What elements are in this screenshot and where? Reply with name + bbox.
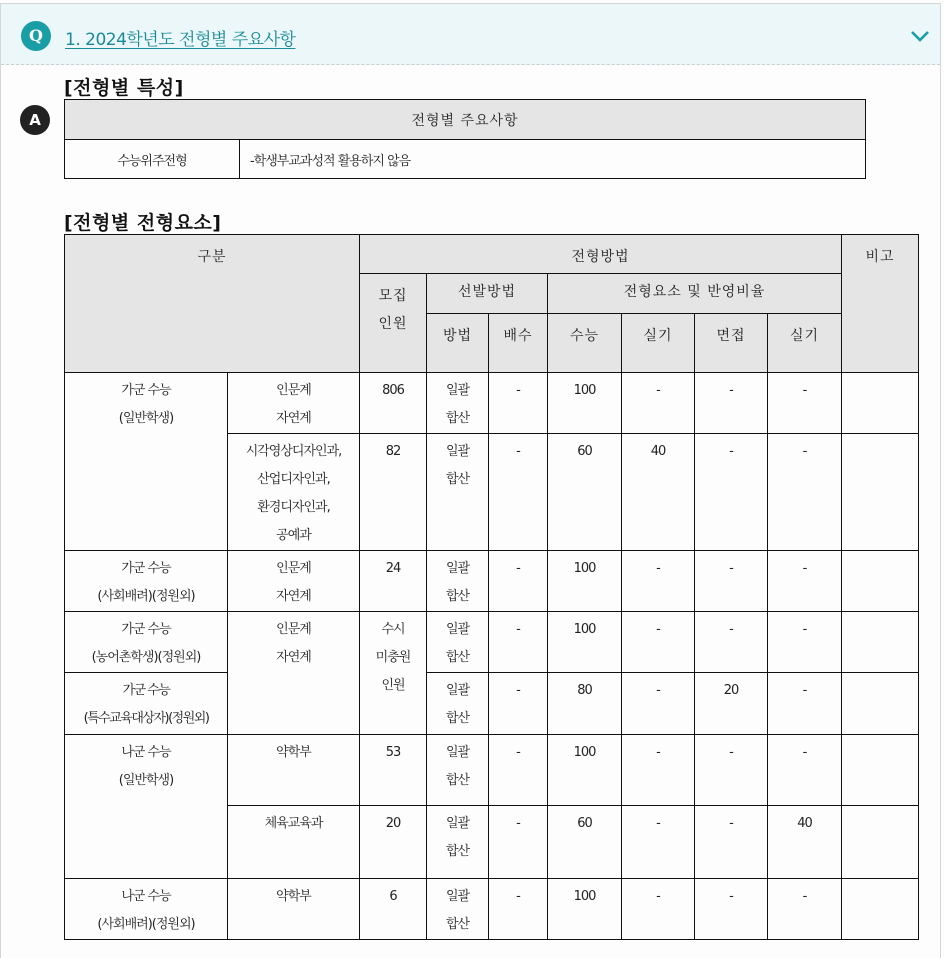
interview-cell: 20 xyxy=(695,673,768,735)
table-row xyxy=(65,373,919,434)
major-cell xyxy=(228,612,360,735)
multiple-cell: - xyxy=(489,806,548,879)
remarks-cell xyxy=(842,434,919,551)
table-row xyxy=(65,140,866,179)
group-line: 나군 수능 xyxy=(121,745,171,760)
table-row xyxy=(65,612,919,673)
remarks-cell xyxy=(842,879,919,940)
quota-cell: 53 xyxy=(360,735,427,806)
method-line: 합산 xyxy=(445,711,470,726)
interview-cell: - xyxy=(695,612,768,673)
answer-badge: A xyxy=(20,105,50,135)
suneung-cell: 60 xyxy=(548,434,622,551)
practical-cell: - xyxy=(622,806,695,879)
remarks-cell xyxy=(842,373,919,434)
major-line: 인문계 xyxy=(276,622,311,637)
practical-cell: - xyxy=(768,434,842,551)
method-line: 일괄 xyxy=(445,444,470,459)
method-cell xyxy=(427,735,489,806)
remarks-cell xyxy=(842,806,919,879)
method-line: 합산 xyxy=(445,650,470,665)
method-line: 일괄 xyxy=(445,816,470,831)
header-selection: 선발방법 xyxy=(427,274,548,314)
table-row xyxy=(65,735,919,806)
practical-cell: 40 xyxy=(768,806,842,879)
multiple-cell: - xyxy=(489,551,548,612)
practical-cell: - xyxy=(768,551,842,612)
major-line: 시각영상디자인과, xyxy=(245,444,342,459)
quota-line: 수시 xyxy=(381,622,405,637)
method-line: 일괄 xyxy=(445,745,470,760)
method-line: 합산 xyxy=(445,589,470,604)
method-cell xyxy=(427,673,489,735)
method-line: 합산 xyxy=(445,917,470,932)
method-cell xyxy=(427,806,489,879)
method-line: 일괄 xyxy=(445,383,470,398)
major-line: 자연계 xyxy=(276,411,311,426)
group-cell xyxy=(65,735,228,879)
practical-cell: - xyxy=(768,879,842,940)
group-cell xyxy=(65,879,228,940)
quota-cell xyxy=(360,612,427,735)
group-line: (사회배려)(정원외) xyxy=(97,917,195,932)
multiple-cell: - xyxy=(489,373,548,434)
practical-cell: - xyxy=(622,551,695,612)
interview-cell: - xyxy=(695,434,768,551)
faq-question-header[interactable] xyxy=(1,4,940,65)
method-line: 합산 xyxy=(445,773,470,788)
major-line: 인문계 xyxy=(276,561,311,576)
major-cell: 약학부 xyxy=(228,735,360,806)
major-line: 자연계 xyxy=(276,650,311,665)
method-line: 합산 xyxy=(445,472,470,487)
method-cell xyxy=(427,612,489,673)
major-line: 자연계 xyxy=(276,589,311,604)
group-line: (일반학생) xyxy=(118,773,174,788)
suneung-cell: 100 xyxy=(548,373,622,434)
group-line: 가군 수능 xyxy=(121,561,171,576)
major-cell xyxy=(228,551,360,612)
multiple-cell: - xyxy=(489,673,548,735)
method-line: 일괄 xyxy=(445,561,470,576)
header-quota-line: 인원 xyxy=(378,316,408,332)
header-interview: 면접 xyxy=(695,314,768,373)
quota-cell: 806 xyxy=(360,373,427,434)
practical-cell: - xyxy=(768,612,842,673)
group-line: 나군 수능 xyxy=(121,889,171,904)
practical-cell: - xyxy=(622,673,695,735)
quota-cell: 24 xyxy=(360,551,427,612)
major-cell xyxy=(228,434,360,551)
practical-cell: - xyxy=(622,612,695,673)
interview-cell: - xyxy=(695,551,768,612)
remarks-cell xyxy=(842,673,919,735)
practical-cell: - xyxy=(768,673,842,735)
quota-line: 미충원 xyxy=(375,650,411,665)
section-title-characteristics: [전형별 특성] xyxy=(64,77,184,99)
practical-cell: 40 xyxy=(622,434,695,551)
multiple-cell: - xyxy=(489,735,548,806)
practical-cell: - xyxy=(622,879,695,940)
header-elements: 전형요소 및 반영비율 xyxy=(548,274,842,314)
group-line: 가군 수능 xyxy=(121,383,171,398)
table-row xyxy=(65,673,919,735)
table-row xyxy=(65,551,919,612)
suneung-cell: 60 xyxy=(548,806,622,879)
header-quota-line: 모집 xyxy=(378,288,408,304)
major-line: 인문계 xyxy=(276,383,311,398)
suneung-cell: 100 xyxy=(548,551,622,612)
major-cell: 체육교육과 xyxy=(228,806,360,879)
header-multiple: 배수 xyxy=(489,314,548,373)
header-remarks: 비고 xyxy=(842,235,919,373)
header-practical: 실기 xyxy=(768,314,842,373)
quota-cell: 20 xyxy=(360,806,427,879)
quota-line: 인원 xyxy=(381,678,405,693)
method-cell xyxy=(427,434,489,551)
question-badge: Q xyxy=(21,21,51,51)
suneung-cell: 100 xyxy=(548,612,622,673)
group-cell xyxy=(65,673,228,735)
practical-cell: - xyxy=(768,735,842,806)
group-line: (농어촌학생)(정원외) xyxy=(91,650,201,665)
suneung-cell: 100 xyxy=(548,879,622,940)
table-header: 전형별 주요사항 xyxy=(65,100,866,140)
practical-cell: - xyxy=(622,373,695,434)
method-line: 일괄 xyxy=(445,889,470,904)
group-cell xyxy=(65,373,228,551)
header-suneung: 수능 xyxy=(548,314,622,373)
header-category: 구분 xyxy=(65,235,360,373)
method-line: 일괄 xyxy=(445,622,470,637)
method-cell xyxy=(427,551,489,612)
practical-cell: - xyxy=(622,735,695,806)
major-line: 산업디자인과, xyxy=(257,472,330,487)
admission-elements-table xyxy=(64,234,919,940)
interview-cell: - xyxy=(695,879,768,940)
major-line: 환경디자인과, xyxy=(257,500,330,515)
interview-cell: - xyxy=(695,373,768,434)
group-line: 가군 수능 xyxy=(121,622,171,637)
method-cell xyxy=(427,879,489,940)
multiple-cell: - xyxy=(489,434,548,551)
method-line: 일괄 xyxy=(445,683,470,698)
chevron-down-icon[interactable] xyxy=(909,28,931,44)
table-row xyxy=(65,879,919,940)
multiple-cell: - xyxy=(489,879,548,940)
header-method-group: 전형방법 xyxy=(360,235,842,274)
remarks-cell xyxy=(842,551,919,612)
group-cell xyxy=(65,551,228,612)
major-cell: 약학부 xyxy=(228,879,360,940)
characteristics-table xyxy=(64,99,866,179)
group-line: (일반학생) xyxy=(118,411,174,426)
interview-cell: - xyxy=(695,735,768,806)
header-quota xyxy=(360,274,427,373)
method-line: 합산 xyxy=(445,411,470,426)
remarks-cell xyxy=(842,612,919,673)
interview-cell: - xyxy=(695,806,768,879)
suneung-cell: 100 xyxy=(548,735,622,806)
major-cell xyxy=(228,373,360,434)
multiple-cell: - xyxy=(489,612,548,673)
quota-cell: 82 xyxy=(360,434,427,551)
section-title-elements: [전형별 전형요소] xyxy=(64,212,222,234)
quota-cell: 6 xyxy=(360,879,427,940)
major-line: 공예과 xyxy=(276,528,311,543)
admission-type-cell: 수능위주전형 xyxy=(65,140,240,179)
header-method: 방법 xyxy=(427,314,489,373)
practical-cell: - xyxy=(768,373,842,434)
group-line: 가군 수능 xyxy=(122,683,170,698)
method-cell xyxy=(427,373,489,434)
question-title-link[interactable]: 1. 2024학년도 전형별 주요사항 xyxy=(65,30,296,50)
remarks-cell xyxy=(842,735,919,806)
group-line: (사회배려)(정원외) xyxy=(97,589,195,604)
group-cell xyxy=(65,612,228,673)
group-line: (특수교육대상자)(정원외) xyxy=(83,711,209,726)
header-practical: 실기 xyxy=(622,314,695,373)
suneung-cell: 80 xyxy=(548,673,622,735)
admission-desc-cell: -학생부교과성적 활용하지 않음 xyxy=(240,140,866,179)
method-line: 합산 xyxy=(445,844,470,859)
